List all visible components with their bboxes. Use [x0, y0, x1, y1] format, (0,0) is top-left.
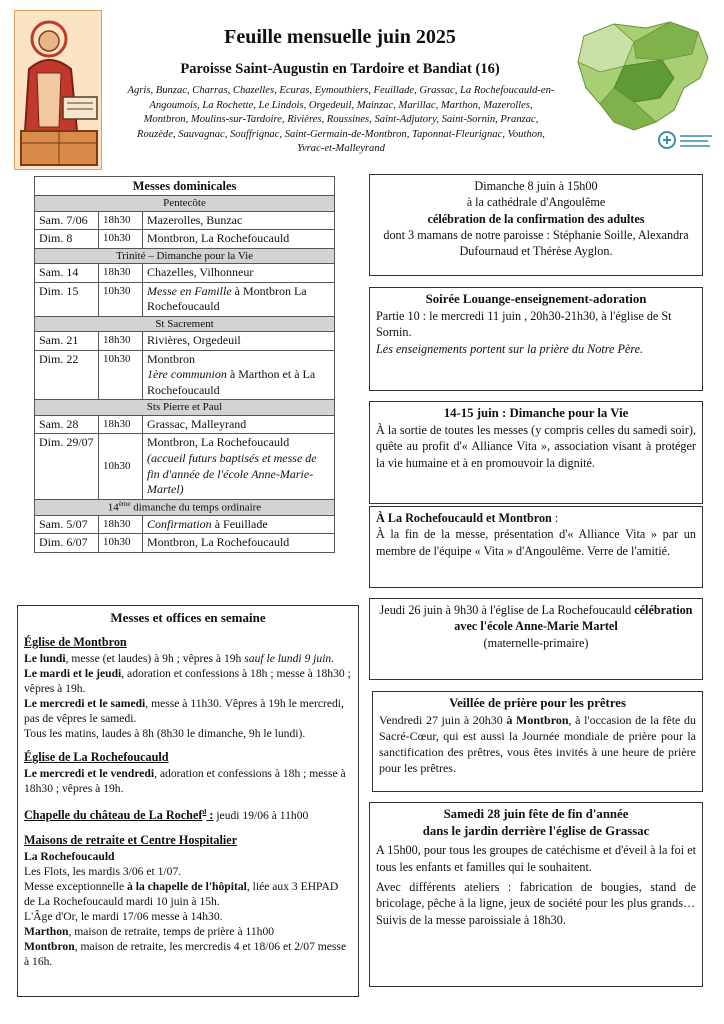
table-row	[35, 415, 335, 434]
mass-date: Sam. 7/06	[35, 211, 99, 230]
mass-date: Dim. 15	[35, 282, 99, 316]
weekday-title: Messes et offices en semaine	[110, 610, 266, 625]
louange-date: Partie 10 : le mercredi 11 juin , 20h30-21h30, à l'église de St Sornin.	[376, 309, 672, 340]
mass-place-rest: à Montbron La Rochefoucauld	[147, 283, 307, 314]
mass-place-main: Montbron, La Rochefoucauld	[147, 435, 290, 450]
montbron-monday: Le lundi, messe (et laudes) à 9h ; vêpres à 19h sauf le lundi 9 juin.	[24, 651, 335, 665]
mass-date: Sam. 5/07	[35, 515, 99, 534]
mass-place-rest: à Marthon et à La Rochefoucauld	[147, 367, 316, 397]
alliance-vita-title: À La Rochefoucauld et Montbron	[376, 511, 552, 525]
table-title: Messes dominicales	[35, 177, 335, 196]
mass-time: 10h30	[99, 230, 143, 249]
section-heading-retirement: Maisons de retraite et Centre Hospitalier	[24, 832, 238, 847]
page-title: Feuille mensuelle juin 2025	[224, 26, 456, 48]
mass-time: 18h30	[99, 415, 143, 434]
life-sunday-text: À la sortie de toutes les messes (y compris celles du samedi soir), quête au profit d'« Alliance Vita », association visant à protéger la vie humaine et à en promouvoir la dignité.	[376, 423, 696, 470]
confirmation-place: à la cathédrale d'Angoulême	[466, 195, 606, 210]
retirement-marthon: Marthon, maison de retraite, temps de prière à 11h00	[24, 925, 275, 939]
confirmation-date: Dimanche 8 juin à 15h00	[474, 179, 598, 193]
mass-date: Sam. 14	[35, 264, 99, 283]
mass-place-note: (accueil futurs baptisés et messe de fin d'année de l'école Anne-Marie-Martel)	[147, 450, 317, 497]
rochefoucauld-wed-fri: Le mercredi et le vendredi, adoration et confessions à 18h ; messe à 18h30 ; vêpres à 19h.	[24, 766, 346, 796]
mass-place-em: Confirmation	[147, 516, 212, 531]
weekday-masses-box	[17, 605, 359, 997]
table-row	[35, 282, 335, 316]
mass-place: Rivières, Orgedeuil	[143, 332, 335, 351]
table-row	[35, 350, 335, 400]
montbron-tue-thu: Le mardi et le jeudi, adoration et confessions à 18h ; messe à 18h30 ; vêpres à 19h.	[24, 666, 351, 695]
end-of-year-box	[369, 802, 703, 987]
section-heading-montbron: Église de Montbron	[24, 634, 127, 649]
retirement-flots: Les Flots, les mardis 3/06 et 1/07.	[24, 864, 182, 878]
saint-augustin-illustration	[14, 10, 102, 170]
retirement-age-or: L'Âge d'Or, le mardi 17/06 messe à 14h30.	[24, 910, 223, 924]
louange-box	[369, 287, 703, 391]
mass-place: Montbron, La Rochefoucauld	[143, 230, 335, 249]
mass-time: 18h30	[99, 515, 143, 534]
end-of-year-p1: A 15h00, pour tous les groupes de catéchisme et d'éveil à la foi et tous les enfants et familles qui le souhaitent.	[376, 843, 696, 874]
alliance-vita-box	[369, 506, 703, 588]
confirmation-details: dont 3 mamans de notre paroisse : Stéphanie Soille, Alexandra Dufournaud et Thérèse Ayglon.	[383, 228, 689, 259]
table-row	[35, 332, 335, 351]
mass-place-main: Montbron	[147, 351, 195, 366]
life-sunday-box	[369, 401, 703, 504]
section-heading-rochefoucauld: Église de La Rochefoucauld	[24, 750, 169, 765]
mass-time: 10h30	[99, 350, 143, 400]
parish-name: Paroisse Saint-Augustin en Tardoire et Bandiat (16)	[180, 61, 500, 77]
mass-date: Sam. 21	[35, 332, 99, 351]
confirmation-box	[369, 174, 703, 276]
school-celebration-box	[369, 598, 703, 680]
priests-vigil-title: Veillée de prière pour les prêtres	[449, 696, 626, 710]
feast-header: Trinité – Dimanche pour la Vie	[35, 248, 335, 263]
feast-sup: ème	[118, 499, 131, 508]
mass-place: Montbron, La Rochefoucauld	[143, 534, 335, 553]
mass-time: 18h30	[99, 211, 143, 230]
school-date: Jeudi 26 juin à 9h30 à l'église de La Rochefoucauld célébration	[379, 603, 693, 617]
mass-time: 10h30	[99, 434, 143, 499]
mass-time: 10h30	[99, 282, 143, 316]
louange-topic: Les enseignements portent sur la prière du Notre Père.	[376, 341, 644, 356]
feast-header: Pentecôte	[35, 196, 335, 211]
end-of-year-p2: Avec différents ateliers : fabrication de bougies, stand de bricolage, pêche à la ligne, jeux de société pour les plus grands…	[376, 879, 696, 911]
feast-header	[35, 499, 335, 515]
school-levels: (maternelle-primaire)	[483, 635, 589, 650]
mass-place	[143, 515, 335, 534]
mass-date: Dim. 29/07	[35, 434, 99, 499]
table-row	[35, 515, 335, 534]
priests-vigil-box	[372, 691, 703, 792]
sunday-masses-table	[34, 176, 335, 553]
table-row	[35, 264, 335, 283]
mass-time: 10h30	[99, 534, 143, 553]
mass-place: Chazelles, Vilhonneur	[143, 264, 335, 283]
village-list: Agris, Bunzac, Charras, Chazelles, Ecuras, Eymouthiers, Feuillade, Grassac, La Rochefoucauld-en-Angoumois, La Rochette, Le Lindois, Orgedeuil, Mainzac, Marillac, Marthon, Mazerolles, Montbron, Moulins-sur-Tardoire, Rivières, Roussines, Saint-Adjutory, Saint-Sornin, Pranzac, Rouzède, Sauvagnac, Souffrignac, Saint-Germain-de-Montbron, Taponnat-Fleurignac, Vouthon, Yvrac-et-Malleyrand	[127, 85, 555, 155]
chapel-line: Chapelle du château de La Rochef$^d$ : jeudi 19/06 à 11h00	[24, 808, 309, 823]
retirement-subheading: La Rochefoucauld	[24, 849, 115, 863]
mass-date: Sam. 28	[35, 415, 99, 434]
mass-date: Dim. 22	[35, 350, 99, 400]
retirement-montbron: Montbron, maison de retraite, les mercredis 4 et 18/06 et 2/07 messe à 16h.	[24, 940, 347, 969]
confirmation-heading: célébration de la confirmation des adultes	[427, 211, 645, 226]
mass-place	[143, 350, 335, 400]
montbron-wed-sat: Le mercredi et le samedi, messe à 11h30. Vêpres à 19h le mercredi, pas de vêpres le samedi.	[24, 696, 344, 725]
feast-number: 14	[107, 501, 119, 514]
priests-vigil-text: Vendredi 27 juin à 20h30 à Montbron, à l'occasion de la fête du Sacré-Cœur, qui est aussi la Journée mondiale de prière pour la sanctification des prêtres, vous êtes invités à une heure de prière pour les prêtres.	[379, 713, 696, 776]
diocese-logo	[656, 126, 716, 156]
mass-place: Mazerolles, Bunzac	[143, 211, 335, 230]
mass-place	[143, 434, 335, 499]
mass-place	[143, 282, 335, 316]
school-name: avec l'école Anne-Marie Martel	[454, 619, 618, 634]
feast-rest: dimanche du temps ordinaire	[130, 501, 262, 514]
mass-place: Grassac, Malleyrand	[143, 415, 335, 434]
alliance-vita-colon: :	[551, 511, 559, 525]
mass-place-em: 1ère communion	[147, 367, 227, 382]
mass-place-rest: à Feuillade	[211, 516, 268, 531]
feast-header: St Sacrement	[35, 316, 335, 331]
table-row	[35, 211, 335, 230]
mass-date: Dim. 6/07	[35, 534, 99, 553]
mass-date: Dim. 8	[35, 230, 99, 249]
table-row	[35, 534, 335, 553]
retirement-hospital: Messe exceptionnelle à la chapelle de l'hôpital, liée aux 3 EHPAD de La Rochefoucauld mardi 10 juin à 15h.	[24, 879, 339, 909]
table-row	[35, 434, 335, 499]
mass-place-em: Messe en Famille	[147, 283, 232, 298]
end-of-year-p3: Suivis de la messe paroissiale à 18h30.	[376, 912, 566, 927]
alliance-vita-text: À la fin de la messe, présentation d'« Alliance Vita » par un membre de l'équipe « Vita » d'Angoulême. Verre de l'amitié.	[376, 527, 696, 558]
feast-header: Sts Pierre et Paul	[35, 400, 335, 415]
mass-time: 18h30	[99, 264, 143, 283]
end-of-year-title: Samedi 28 juin fête de fin d'année	[443, 807, 629, 821]
montbron-lauds: Tous les matins, laudes à 8h (8h30 le dimanche, 9h le lundi).	[24, 727, 306, 741]
louange-title: Soirée Louange-enseignement-adoration	[425, 292, 647, 306]
table-row	[35, 230, 335, 249]
mass-time: 18h30	[99, 332, 143, 351]
end-of-year-subtitle: dans le jardin derrière l'église de Grassac	[422, 824, 650, 839]
life-sunday-title: 14-15 juin : Dimanche pour la Vie	[443, 406, 629, 420]
